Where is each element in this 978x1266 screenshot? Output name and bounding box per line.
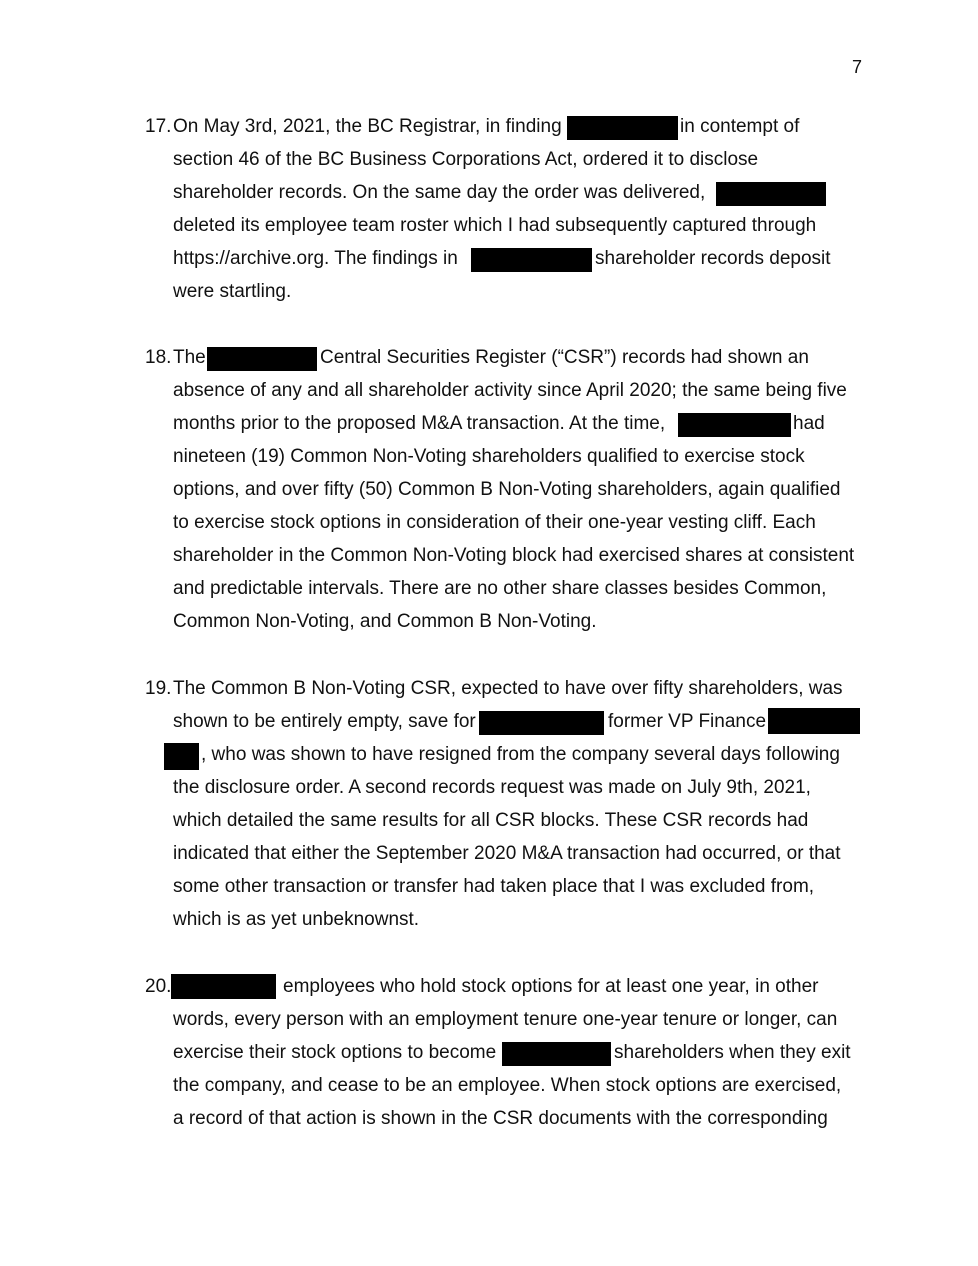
paragraph-text-line: absence of any and all shareholder activity since April 2020; the same being five — [173, 380, 847, 401]
paragraph-text-line: had — [793, 413, 825, 434]
paragraph-text-line: deleted its employee team roster which I had subsequently captured through — [173, 215, 817, 236]
paragraph-text-line: some other transaction or transfer had taken place that I was excluded from, — [173, 876, 815, 897]
paragraph-text-line: https://archive.org. The findings in — [173, 248, 458, 269]
paragraph-number: 20. — [145, 976, 172, 997]
redaction-block — [471, 248, 592, 272]
paragraph-text-line: which detailed the same results for all CSR blocks. These CSR records had — [173, 810, 809, 831]
paragraph-text-line: employees who hold stock options for at least one year, in other — [283, 976, 819, 997]
paragraph-text-line: words, every person with an employment tenure one-year tenure or longer, can — [173, 1009, 838, 1030]
redaction-block — [207, 347, 317, 371]
redaction-block — [678, 413, 791, 437]
paragraph-text-line: section 46 of the BC Business Corporations Act, ordered it to disclose — [173, 149, 759, 170]
paragraph-text-line: shareholder records. On the same day the order was delivered, — [173, 182, 706, 203]
paragraph-text-line: the disclosure order. A second records request was made on July 9th, 2021, — [173, 777, 811, 798]
redaction-block — [768, 708, 860, 734]
paragraph-text-line: and predictable intervals. There are no other share classes besides Common, — [173, 578, 827, 599]
paragraph-text-line: Central Securities Register (“CSR”) records had shown an — [320, 347, 809, 368]
paragraph-text-line: , who was shown to have resigned from the company several days following — [201, 744, 840, 765]
redaction-block — [716, 182, 826, 206]
redaction-block — [567, 116, 678, 140]
paragraph-text-line: On May 3rd, 2021, the BC Registrar, in finding — [173, 116, 562, 137]
redaction-block — [171, 974, 276, 999]
paragraph-text-line: The — [173, 347, 206, 368]
paragraph-text-line: shareholder in the Common Non-Voting block had exercised shares at consistent — [173, 545, 855, 566]
redaction-block — [164, 743, 199, 770]
paragraph-number: 19. — [145, 678, 172, 699]
paragraph-text-line: exercise their stock options to become — [173, 1042, 497, 1063]
paragraph-text-line: indicated that either the September 2020 M&A transaction had occurred, or that — [173, 843, 841, 864]
redaction-block — [479, 711, 604, 735]
paragraph-text-line: a record of that action is shown in the CSR documents with the corresponding — [173, 1108, 828, 1129]
paragraph-text-line: Common Non-Voting, and Common B Non-Voting. — [173, 611, 597, 632]
redaction-block — [502, 1042, 611, 1066]
paragraph-text-line: The Common B Non-Voting CSR, expected to have over fifty shareholders, was — [173, 678, 843, 699]
paragraph-text-line: former VP Finance — [608, 711, 767, 732]
paragraph-text-line: in contempt of — [680, 116, 800, 137]
paragraph-text-line: months prior to the proposed M&A transaction. At the time, — [173, 413, 666, 434]
paragraph-text-line: shown to be entirely empty, save for — [173, 711, 476, 732]
paragraph-text-line: nineteen (19) Common Non-Voting shareholders qualified to exercise stock — [173, 446, 805, 467]
paragraph-text-line: options, and over fifty (50) Common B Non-Voting shareholders, again qualified — [173, 479, 841, 500]
paragraph-text-line: which is as yet unbeknownst. — [173, 909, 420, 930]
paragraph-text-line: shareholders when they exit — [614, 1042, 851, 1063]
paragraph-text-line: to exercise stock options in consideration of their one-year vesting cliff. Each — [173, 512, 816, 533]
page-number: 7 — [852, 57, 863, 77]
paragraph-text-line: the company, and cease to be an employee. When stock options are exercised, — [173, 1075, 842, 1096]
paragraph-number: 18. — [145, 347, 172, 368]
paragraph-text-line: shareholder records deposit — [595, 248, 831, 269]
paragraph-number: 17. — [145, 116, 172, 137]
paragraph-text-line: were startling. — [173, 281, 292, 302]
